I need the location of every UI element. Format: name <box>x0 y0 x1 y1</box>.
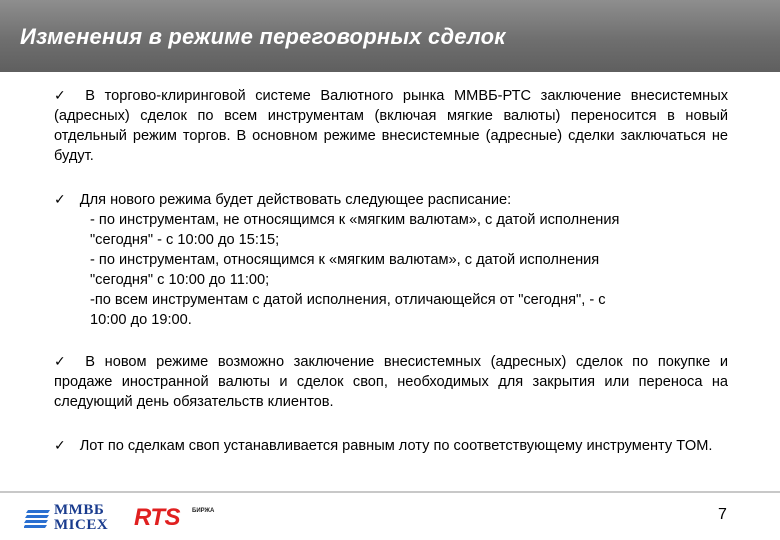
paragraph-text: Для нового режима будет действовать следующее расписание: <box>79 192 512 208</box>
schedule-line: 10:00 до 19:00. <box>90 312 192 328</box>
bullet-paragraph-3 <box>54 352 728 412</box>
checkmark-icon: ✓ <box>54 354 72 370</box>
slide-title: Изменения в режиме переговорных сделок <box>20 24 506 49</box>
micex-logo-text-en: MICEX <box>54 517 109 533</box>
checkmark-icon: ✓ <box>54 438 66 454</box>
bullet-paragraph-1 <box>54 86 728 166</box>
schedule-line: - по инструментам, относящимся к «мягким валютам», с датой исполнения <box>90 252 600 268</box>
slide-content <box>54 86 728 480</box>
micex-logo-text-ru: ММВБ <box>54 502 105 518</box>
schedule-line: "сегодня" - с 10:00 до 15:15; <box>90 232 280 248</box>
title-bar <box>0 0 780 72</box>
page-number: 7 <box>718 506 727 523</box>
checkmark-icon: ✓ <box>54 192 66 208</box>
micex-logo <box>24 502 114 534</box>
bullet-paragraph-2 <box>54 190 728 330</box>
checkmark-icon: ✓ <box>54 88 72 104</box>
micex-stripes-icon <box>24 510 52 528</box>
schedule-line: "сегодня" с 10:00 до 11:00; <box>90 272 270 288</box>
bullet-paragraph-4 <box>54 436 728 456</box>
rts-logo-caption: БИРЖА <box>192 508 215 514</box>
schedule-line: - по инструментам, не относящимся к «мягким валютам», с датой исполнения <box>90 212 620 228</box>
rts-logo-text: RTS <box>134 504 181 531</box>
paragraph-text: В торгово-клиринговой системе Валютного рынка ММВБ-РТС заключение внесистемных (адресных) сделок по всем инструментам (включая мягкие валюты) переносится в новый отдельный режим торгов. В основном режиме внесистемные (адресные) сделки заключаться не будут. <box>54 88 729 164</box>
paragraph-text: В новом режиме возможно заключение внесистемных (адресных) сделок по покупке и продаже иностранной валюты и сделок своп, необходимых для закрытия или переноса на следующий день обязательств клиентов. <box>54 354 729 410</box>
footer-divider <box>0 491 780 493</box>
paragraph-text: Лот по сделкам своп устанавливается равным лоту по соответствующему инструменту TOM. <box>79 438 713 454</box>
schedule-line: -по всем инструментам с датой исполнения, отличающейся от "сегодня", - с <box>90 292 606 308</box>
rts-logo <box>134 504 224 534</box>
